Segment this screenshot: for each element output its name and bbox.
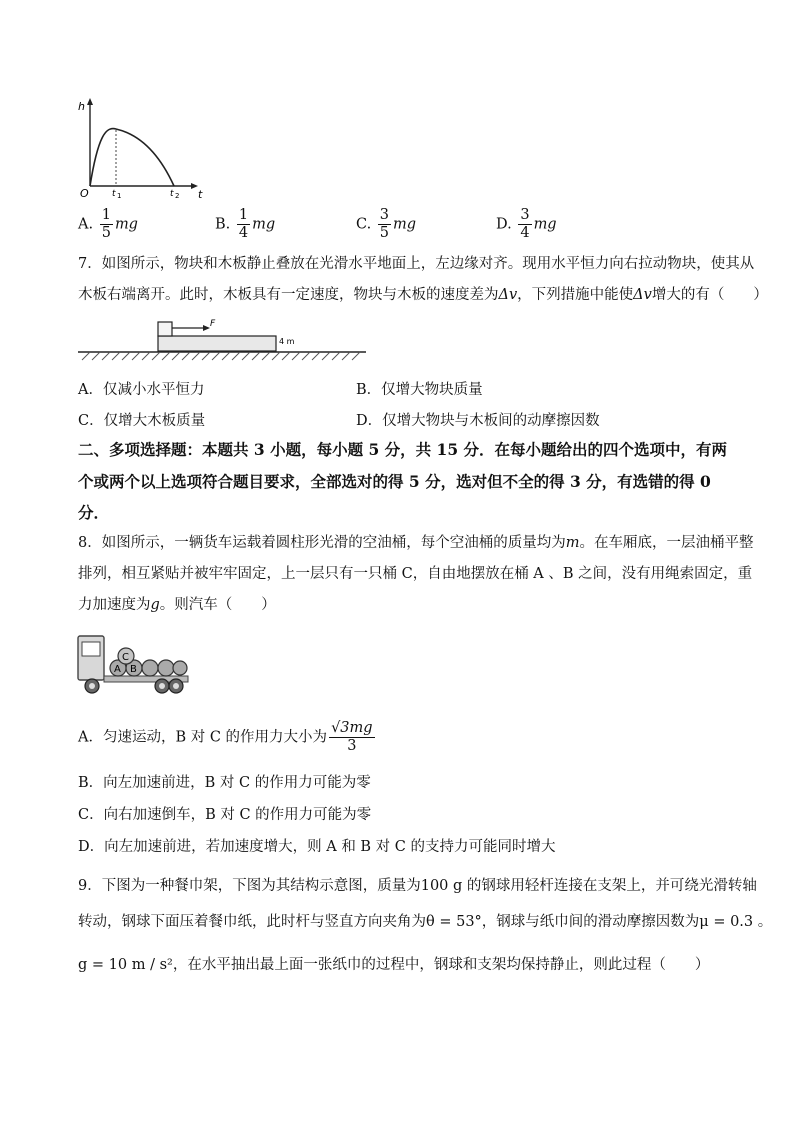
q8-stem-line3: 力加速度为g。则汽车（ ） <box>78 597 276 613</box>
q7-stem-line2: 木板右端离开。此时，木板具有一定速度，物块与木板的速度差为Δv，下列措施中能使Δv增大的有（ ） <box>78 287 768 303</box>
q9-stem-line3: g = 10 m / s²，在水平抽出最上面一张纸巾的过程中，钢球和支架均保持静止，则此过程（ ） <box>78 957 710 973</box>
q9-stem-line1: 9．下图为一种餐巾架，下图为其结构示意图，质量为100 g 的钢球用轻杆连接在支架上，并可绕光滑转轴 <box>78 878 757 894</box>
svg-text:2: 2 <box>175 192 180 200</box>
q8-stem-line1: 8．如图所示，一辆货车运载着圆柱形光滑的空油桶，每个空油桶的质量均为m。在车厢底，一层油桶平整 <box>78 535 754 551</box>
svg-text:1: 1 <box>117 192 122 200</box>
t-axis-label: t <box>198 188 203 200</box>
q8-option-b: B．向左加速前进，B 对 C 的作用力可能为零 <box>78 775 371 791</box>
force-label: F <box>210 319 216 329</box>
q8-option-d: D．向左加速前进，若加速度增大，则 A 和 B 对 C 的支持力可能同时增大 <box>78 839 556 855</box>
board <box>158 336 276 351</box>
block-board-figure <box>78 316 368 362</box>
q7-option-d: D．仅增大物块与木板间的动摩擦因数 <box>356 413 600 429</box>
section2-heading-line1: 二、多项选择题：本题共 3 小题，每小题 5 分，共 15 分．在每小题给出的四个选项中，有两 <box>78 440 728 459</box>
q6-option-c: C. $\frac{3}{5}$ mg <box>356 207 417 241</box>
q6-option-a: A. $\frac{1}{5}$ mg <box>78 207 138 241</box>
height-time-graph <box>76 96 206 200</box>
trajectory-curve <box>90 129 174 186</box>
origin-label: O <box>80 187 89 200</box>
t2-label: t <box>170 189 174 199</box>
svg-text:A: A <box>114 664 121 675</box>
q7-option-c: C．仅增大木板质量 <box>78 413 206 429</box>
q6-option-d: D. $\frac{3}{4}$ mg <box>496 207 557 241</box>
svg-text:B: B <box>130 664 137 675</box>
q6-option-b: B. $\frac{1}{4}$ mg <box>215 207 276 241</box>
h-axis-label: h <box>78 100 85 113</box>
q9-stem-line2: 转动，钢球下面压着餐巾纸，此时杆与竖直方向夹角为θ = 53°，钢球与纸巾间的滑动摩擦因数为μ = 0.3 。 <box>78 914 773 930</box>
q8-stem-line2: 排列，相互紧贴并被牢牢固定，上一层只有一只桶 C，自由地摆放在桶 A 、B 之间，没有用绳索固定，重 <box>78 566 753 582</box>
q8-option-c: C．向右加速倒车，B 对 C 的作用力可能为零 <box>78 807 372 823</box>
section2-heading-line3: 分． <box>78 503 110 522</box>
truck-figure <box>76 632 190 696</box>
board-label: 4 m <box>279 337 295 346</box>
q7-option-a: A．仅减小水平恒力 <box>78 382 205 398</box>
q8-option-a: A．匀速运动，B 对 C 的作用力大小为 $\frac{√3mg}{3}$ <box>78 720 373 754</box>
q7-stem-line1: 7．如图所示，物块和木板静止叠放在光滑水平地面上，左边缘对齐。现用水平恒力向右拉动物块，使其从 <box>78 256 755 272</box>
t1-label: t <box>112 189 116 199</box>
block <box>158 322 172 336</box>
svg-text:C: C <box>122 652 129 663</box>
q7-option-b: B．仅增大物块质量 <box>356 382 483 398</box>
section2-heading-line2: 个或两个以上选项符合题目要求，全部选对的得 5 分，选对但不全的得 3 分，有选错的得 0 <box>78 472 711 491</box>
